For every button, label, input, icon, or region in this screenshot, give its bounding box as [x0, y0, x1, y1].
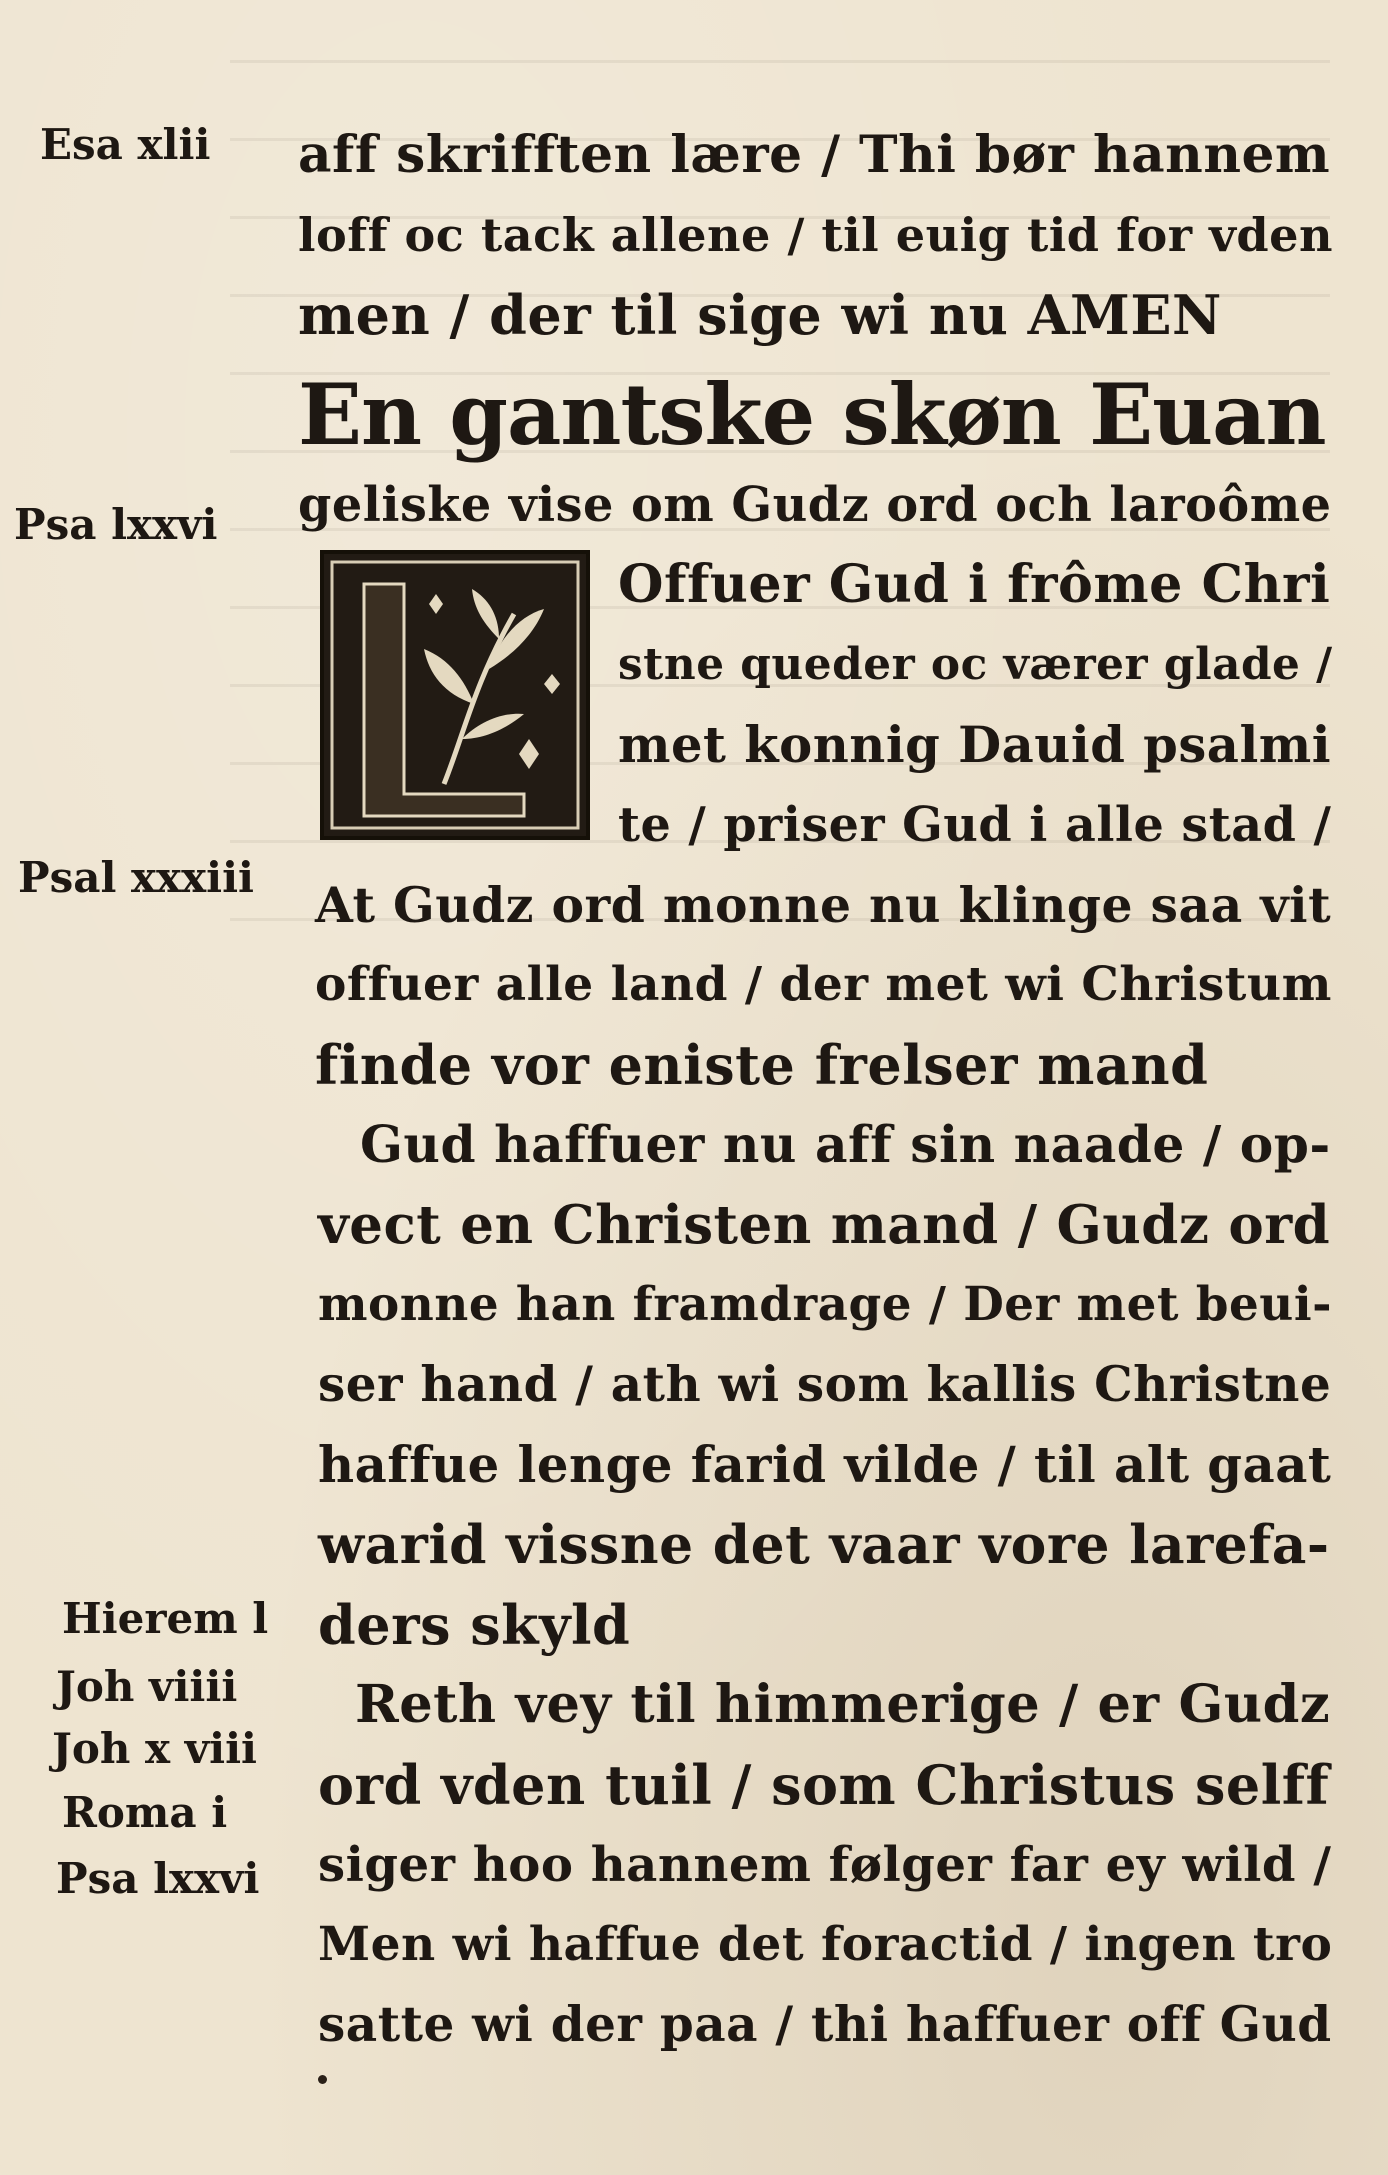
text-line: loff oc tack allene / til euig tid for vden	[298, 208, 1334, 262]
text-line: finde vor eniste frelser mand	[315, 1033, 1209, 1097]
text-line: monne han framdrage / Der met beui-	[318, 1277, 1333, 1332]
text-line: warid vissne det vaar vore larefa-	[318, 1513, 1330, 1576]
text-line: men / der til sige wi nu AMEN	[298, 283, 1222, 347]
text-line: vect en Christen mand / Gudz ord	[318, 1194, 1331, 1256]
text-line: offuer alle land / der met wi Christum	[315, 957, 1332, 1012]
text-line: Offuer Gud i frôme Chri	[618, 554, 1331, 615]
text-line: geliske vise om Gudz ord och laroôme	[298, 477, 1332, 533]
text-line: Men wi haffue det foractid / ingen tro	[318, 1917, 1333, 1972]
text-line: met konnig Dauid psalmi	[618, 715, 1332, 774]
text-line: te / priser Gud i alle stad /	[618, 797, 1332, 853]
margin-note: Joh x viii	[52, 1724, 257, 1773]
text-line: siger hoo hannem følger far ey wild /	[318, 1837, 1332, 1893]
margin-note: Psa lxxvi	[56, 1854, 260, 1903]
text-line: ders skyld	[318, 1593, 631, 1657]
margin-note: Roma i	[62, 1788, 228, 1837]
decorated-initial-icon	[320, 550, 590, 840]
margin-note: Psa lxxvi	[14, 500, 218, 549]
text-line: ser hand / ath wi som kallis Christne	[318, 1357, 1332, 1413]
text-line: stne queder oc værer glade /	[618, 639, 1333, 690]
ink-dot	[318, 2075, 327, 2084]
margin-note: Hierem l	[62, 1594, 269, 1643]
margin-note: Psal xxxiii	[18, 853, 255, 902]
text-line: aff skrifften lære / Thi bør hannem	[298, 124, 1331, 185]
text-line: At Gudz ord monne nu klinge saa vit	[315, 876, 1332, 934]
section-heading: En gantske skøn Euan	[298, 365, 1326, 464]
margin-note: Esa xlii	[40, 120, 211, 169]
text-line: haffue lenge farid vilde / til alt gaat	[318, 1435, 1332, 1494]
text-line: ord vden tuil / som Christus selff	[318, 1753, 1330, 1817]
text-line: Gud haffuer nu aff sin naade / op-	[360, 1115, 1331, 1174]
text-line: Reth vey til himmerige / er Gudz	[355, 1674, 1331, 1735]
text-line: satte wi der paa / thi haffuer off Gud	[318, 1996, 1332, 2053]
margin-note: Joh viiii	[56, 1662, 238, 1711]
